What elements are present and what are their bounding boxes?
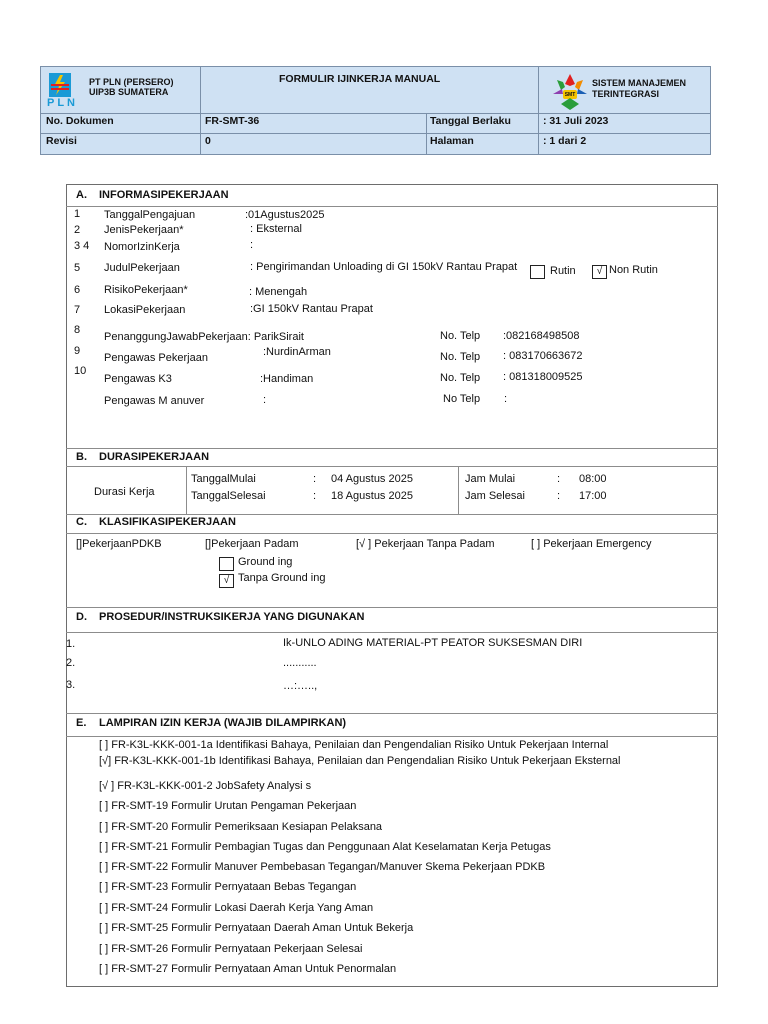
- no-dokumen-value: FR-SMT-36: [205, 115, 260, 127]
- procedure-item[interactable]: Ik-UNLO ADING MATERIAL-PT PEATOR SUKSESMAN DIRI: [283, 637, 583, 649]
- procedure-number: 3.: [66, 679, 76, 691]
- jam-mulai-label: Jam Mulai: [465, 473, 516, 485]
- row-number: 3 4: [74, 240, 90, 252]
- pengawas-pekerjaan-label: Pengawas Pekerjaan: [104, 352, 208, 364]
- halaman-value: : 1 dari 2: [543, 135, 587, 147]
- system-name-2: TERINTEGRASI: [592, 89, 660, 99]
- tanpa-grounding-label: Tanpa Ground ing: [238, 572, 326, 584]
- section-a-letter: A.: [76, 189, 87, 201]
- lokasi-pekerjaan-value[interactable]: :GI 150kV Rantau Prapat: [250, 303, 373, 315]
- attachment-item[interactable]: [ ] FR-SMT-22 Formulir Manuver Pembebasan Tegangan/Manuver Skema Pekerjaan PDKB: [99, 861, 546, 873]
- revisi-label: Revisi: [46, 135, 77, 147]
- section-b-title: DURASIPEKERJAAN: [99, 451, 210, 463]
- tanggal-mulai-value[interactable]: 04 Agustus 2025: [331, 473, 413, 485]
- telp-label: No. Telp: [440, 330, 481, 342]
- risiko-pekerjaan-label: RisikoPekerjaan*: [104, 284, 188, 296]
- jam-mulai-colon: :: [557, 473, 561, 485]
- row-number: 8: [74, 324, 81, 336]
- risiko-pekerjaan-value[interactable]: : Menengah: [249, 286, 308, 298]
- section-c-letter: C.: [76, 516, 87, 528]
- pengawas-k3-label: Pengawas K3: [104, 373, 172, 385]
- nomor-izin-value[interactable]: :: [250, 239, 254, 251]
- attachment-item[interactable]: [ ] FR-SMT-21 Formulir Pembagian Tugas dan Penggunaan Alat Keselamatan Kerja Petugas: [99, 841, 551, 853]
- tanggal-selesai-label: TanggalSelesai: [191, 490, 266, 502]
- rutin-checkbox[interactable]: [530, 265, 545, 279]
- document-header: [40, 66, 711, 155]
- judul-pekerjaan-label: JudulPekerjaan: [104, 262, 180, 274]
- non-rutin-label: Non Rutin: [609, 264, 658, 276]
- judul-pekerjaan-value[interactable]: : Pengirimandan Unloading di GI 150kV Rantau Prapat: [250, 261, 518, 273]
- company-name: PT PLN (PERSERO): [89, 77, 174, 87]
- telp-value-k3[interactable]: : 081318009525: [503, 371, 583, 383]
- jam-mulai-value[interactable]: 08:00: [579, 473, 607, 485]
- row-number: 2: [74, 224, 81, 236]
- tanpa-grounding-checkbox[interactable]: √: [219, 574, 234, 588]
- attachment-item[interactable]: [√] FR-K3L-KKK-001-1b Identifikasi Bahaya, Penilaian dan Pengendalian Risiko Untuk Pekerjaan Eksternal: [99, 755, 621, 767]
- telp-value-manuver[interactable]: :: [504, 393, 508, 405]
- attachment-item[interactable]: [ ] FR-SMT-27 Formulir Pernyataan Aman Untuk Penormalan: [99, 963, 397, 975]
- jam-selesai-value[interactable]: 17:00: [579, 490, 607, 502]
- grounding-label: Ground ing: [238, 556, 293, 568]
- pengawas-manuver-value[interactable]: :: [263, 394, 267, 406]
- row-number: 7: [74, 304, 81, 316]
- option-emergency[interactable]: [ ] Pekerjaan Emergency: [531, 538, 652, 550]
- jam-selesai-label: Jam Selesai: [465, 490, 525, 502]
- attachment-item[interactable]: [ ] FR-K3L-KKK-001-1a Identifikasi Bahaya, Penilaian dan Pengendalian Risiko Untuk Pekerjaan Internal: [99, 739, 609, 751]
- pengawas-manuver-label: Pengawas M anuver: [104, 395, 205, 407]
- durasi-kerja-label: Durasi Kerja: [94, 486, 155, 498]
- section-d-letter: D.: [76, 611, 87, 623]
- jenis-pekerjaan-value[interactable]: : Eksternal: [250, 223, 302, 235]
- tanggal-berlaku-value: : 31 Juli 2023: [543, 115, 609, 127]
- procedure-item[interactable]: …:…..,: [283, 680, 318, 692]
- attachment-item[interactable]: [ ] FR-SMT-20 Formulir Pemeriksaan Kesiapan Pelaksana: [99, 821, 383, 833]
- company-unit: UIP3B SUMATERA: [89, 87, 169, 97]
- row-number: 6: [74, 284, 81, 296]
- no-dokumen-label: No. Dokumen: [46, 115, 114, 127]
- nomor-izin-label: NomorIzinKerja: [104, 241, 180, 253]
- attachment-item[interactable]: [ ] FR-SMT-26 Formulir Pernyataan Pekerjaan Selesai: [99, 943, 363, 955]
- telp-value-pj[interactable]: :082168498508: [503, 330, 580, 342]
- option-padam[interactable]: []Pekerjaan Padam: [205, 538, 299, 550]
- telp-value-pengawas[interactable]: : 083170663672: [503, 350, 583, 362]
- halaman-label: Halaman: [430, 135, 474, 147]
- row-number: 5: [74, 262, 81, 274]
- tanggal-pengajuan-label: TanggalPengajuan: [104, 209, 196, 221]
- attachment-item[interactable]: [√ ] FR-K3L-KKK-001-2 JobSafety Analysi s: [99, 780, 312, 792]
- tanggal-mulai-label: TanggalMulai: [191, 473, 256, 485]
- pln-logo-text: PLN: [47, 97, 78, 109]
- attachment-item[interactable]: [ ] FR-SMT-24 Formulir Lokasi Daerah Kerja Yang Aman: [99, 902, 374, 914]
- telp-label: No. Telp: [440, 372, 481, 384]
- tanggal-pengajuan-value[interactable]: :01Agustus2025: [245, 209, 325, 221]
- section-c-title: KLASIFIKASIPEKERJAAN: [99, 516, 236, 528]
- smt-logo-icon: [549, 70, 591, 112]
- telp-label: No. Telp: [440, 351, 481, 363]
- procedure-number: 1.: [66, 638, 76, 650]
- section-a-title: INFORMASIPEKERJAAN: [99, 189, 229, 201]
- option-tanpa-padam[interactable]: [√ ] Pekerjaan Tanpa Padam: [356, 538, 495, 550]
- section-d-title: PROSEDUR/INSTRUKSIKERJA YANG DIGUNAKAN: [99, 611, 365, 623]
- attachment-item[interactable]: [ ] FR-SMT-19 Formulir Urutan Pengaman Pekerjaan: [99, 800, 357, 812]
- attachment-item[interactable]: [ ] FR-SMT-23 Formulir Pernyataan Bebas Tegangan: [99, 881, 357, 893]
- row-number: 1: [74, 208, 81, 220]
- tanggal-selesai-value[interactable]: 18 Agustus 2025: [331, 490, 413, 502]
- tanggal-mulai-colon: :: [313, 473, 317, 485]
- lokasi-pekerjaan-label: LokasiPekerjaan: [104, 304, 186, 316]
- pengawas-k3-value[interactable]: :Handiman: [260, 373, 314, 385]
- attachment-item[interactable]: [ ] FR-SMT-25 Formulir Pernyataan Daerah Aman Untuk Bekerja: [99, 922, 414, 934]
- section-e-title: LAMPIRAN IZIN KERJA (WAJIB DILAMPIRKAN): [99, 717, 347, 729]
- tanggal-selesai-colon: :: [313, 490, 317, 502]
- section-e-letter: E.: [76, 717, 87, 729]
- grounding-checkbox[interactable]: [219, 557, 234, 571]
- jam-selesai-colon: :: [557, 490, 561, 502]
- smt-logo-text: SMT: [564, 92, 576, 98]
- tanggal-berlaku-label: Tanggal Berlaku: [430, 115, 511, 127]
- procedure-item[interactable]: ...........: [283, 657, 317, 669]
- procedure-number: 2.: [66, 657, 76, 669]
- revisi-value: 0: [205, 135, 211, 147]
- pengawas-pekerjaan-value[interactable]: :NurdinArman: [263, 346, 331, 358]
- row-number: 10: [74, 365, 87, 377]
- form-title: FORMULIR IJINKERJA MANUAL: [279, 73, 441, 85]
- telp-label: No Telp: [443, 393, 481, 405]
- option-pdkb[interactable]: []PekerjaanPDKB: [76, 538, 162, 550]
- jenis-pekerjaan-label: JenisPekerjaan*: [104, 224, 184, 236]
- section-b-letter: B.: [76, 451, 87, 463]
- row-number: 9: [74, 345, 81, 357]
- non-rutin-checkbox[interactable]: √: [592, 265, 607, 279]
- rutin-label: Rutin: [550, 265, 576, 277]
- penanggung-jawab-label: PenanggungJawabPekerjaan: ParikSirait: [104, 331, 304, 343]
- system-name-1: SISTEM MANAJEMEN: [592, 78, 687, 88]
